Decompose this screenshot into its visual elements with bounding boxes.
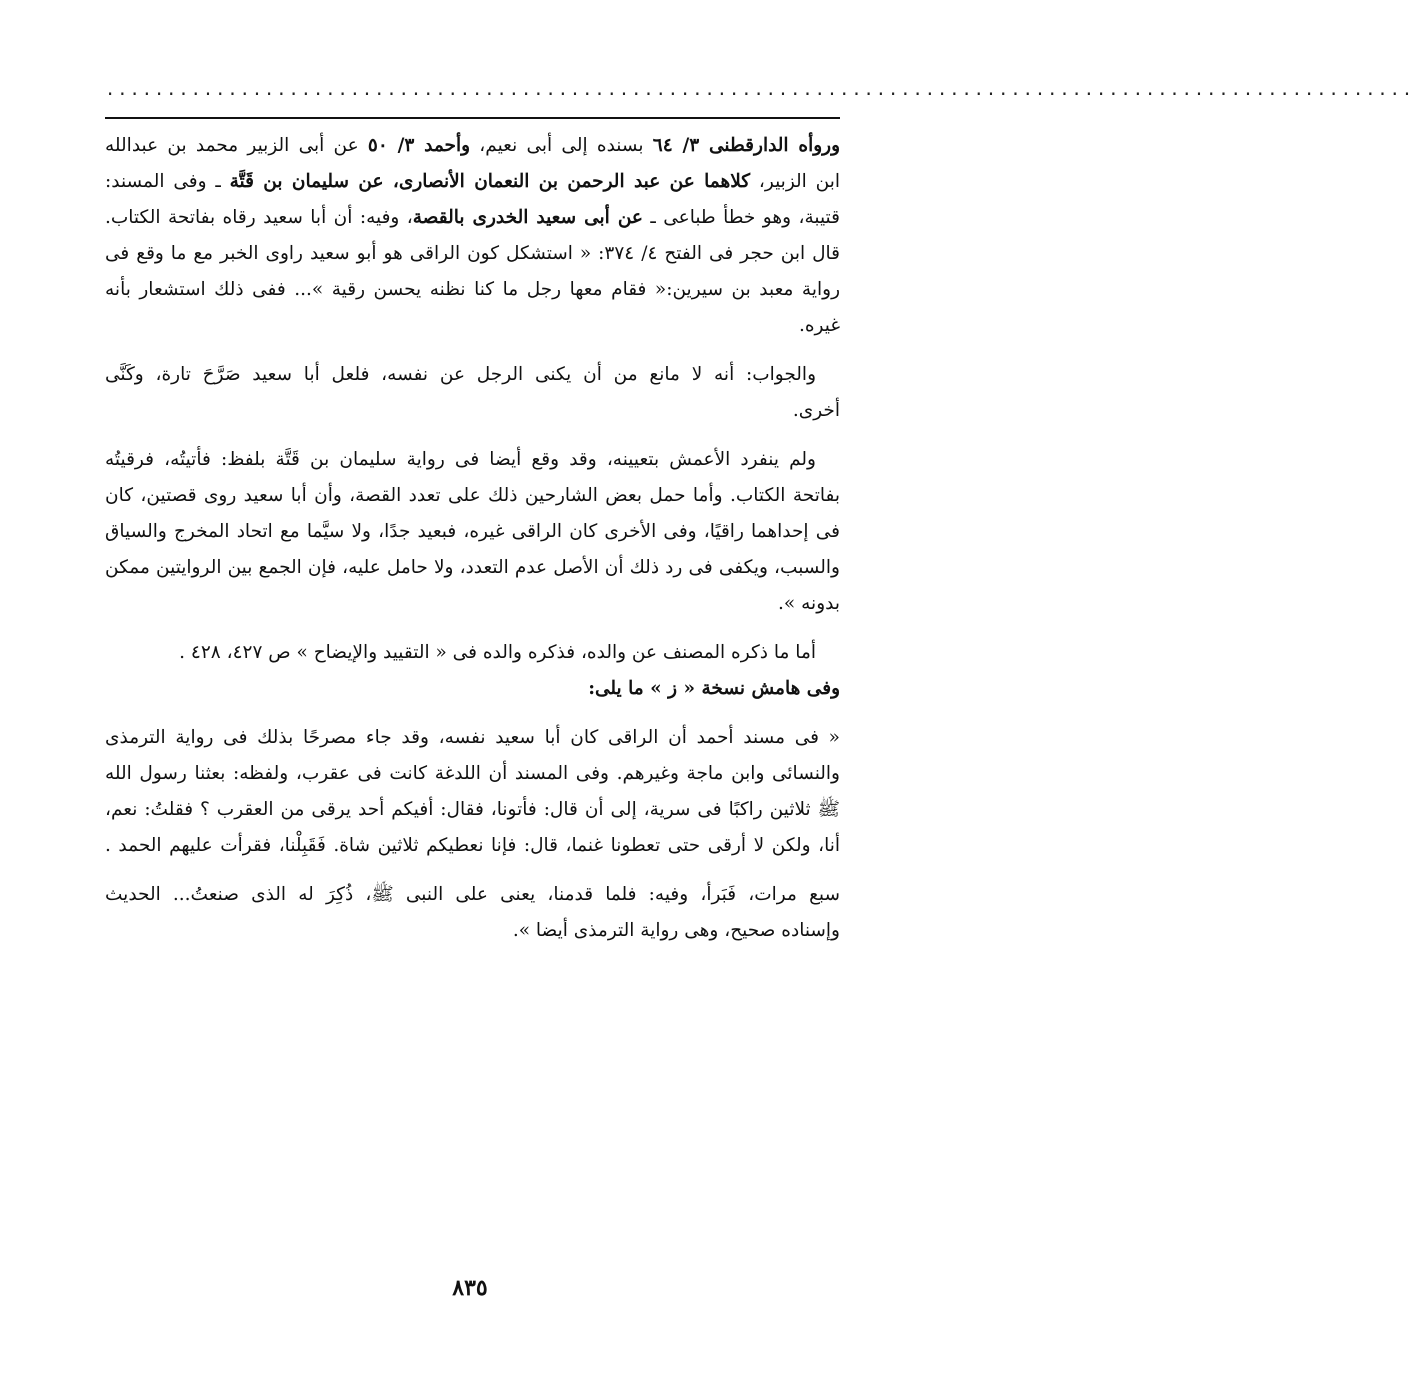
text-line: أخرى. (792, 400, 840, 421)
text-line: ابن الزبير، كلاهما عن عبد الرحمن بن النعمان الأنصارى، عن سليمان بن قَتَّة ـ وفى المسند: (105, 171, 841, 192)
header-dotted-line: ........................................................................................................... (105, 80, 1414, 100)
text-line: سبع مرات، فَبَرأ، وفيه: فلما قدمنا، يعنى على النبى ﷺ، ذُكِرَ له الذى صنعتُ... الحديث (105, 884, 840, 905)
paragraph-6 (105, 720, 840, 864)
text-line: بدونه ». (778, 593, 840, 614)
text-line: وإسناده صحيح، وهى رواية الترمذى أيضا ». (512, 920, 840, 941)
paragraph-2 (105, 357, 840, 429)
text-line: ﷺ ثلاثين راكبًا فى سرية، إلى أن قال: فأتونا، فقال: أفيكم أحد يرقى من العقرب ؟ فقلتُ: نعم، (105, 799, 840, 820)
text-line: فى إحداهما راقيًا، وفى الأخرى كان الراقى غيره، فبعيد جدًا، ولا سيَّما مع اتحاد المخرج والسياق (105, 521, 840, 542)
paragraph-3 (105, 442, 840, 622)
paragraph-1 (105, 128, 840, 344)
text-line: وروأه الدارقطنى ٣/ ٦٤ بسنده إلى أبى نعيم، وأحمد ٣/ ٥٠ عن أبى الزبير محمد بن عبدالله (105, 135, 841, 156)
text-line: والنسائى وابن ماجة وغيرهم. وفى المسند أن اللدغة كانت فى عقرب، ولفظه: بعثنا رسول الله (105, 763, 840, 784)
text-line: والجواب: أنه لا مانع من أن يكنى الرجل عن نفسه، فلعل أبا سعيد صَرَّحَ تارة، وكَنَّى (105, 364, 816, 385)
paragraph-4: أما ما ذكره المصنف عن والده، فذكره والده فى « التقييد والإيضاح » ص ٤٢٧، ٤٢٨ . (179, 642, 816, 663)
main-text (105, 128, 840, 949)
text-line: رواية معبد بن سيرين:« فقام معها رجل ما كنا نظنه يحسن رقية »... ففى ذلك استشعار بأنه (105, 279, 840, 300)
header-rule (105, 117, 840, 119)
text-line: غيره. (798, 315, 840, 336)
page-number: ٨٣٥ (452, 1275, 488, 1301)
text-line: أنا، ولكن لا أرقى حتى تعطونا غنما، قال: فإنا نعطيكم ثلاثين شاة. فَقَبِلْنا، فقرأت عليهم الحمد . (105, 835, 840, 856)
text-line: والسبب، ويكفى فى رد ذلك أن الأصل عدم التعدد، ولا حامل عليه، فإن الجمع بين الروايتين ممكن (105, 557, 840, 578)
text-line: ولم ينفرد الأعمش بتعيينه، وقد وقع أيضا فى رواية سليمان بن قَتَّة بلفظ: فأتيتُه، فرقيتُه (105, 449, 816, 470)
text-line: قتيبة، وهو خطأ طباعى ـ عن أبى سعيد الخدرى بالقصة، وفيه: أن أبا سعيد رقاه بفاتحة الكتاب. (105, 207, 840, 228)
text-line: « فى مسند أحمد أن الراقى كان أبا سعيد نفسه، وقد جاء مصرحًا بذلك فى رواية الترمذى (105, 727, 840, 748)
section-heading: وفى هامش نسخة « ز » ما يلى: (588, 678, 840, 699)
text-line: قال ابن حجر فى الفتح ٤/ ٣٧٤: « استشكل كون الراقى هو أبو سعيد راوى الخبر مع ما وقع فى (105, 243, 840, 264)
paragraph-7 (105, 877, 840, 949)
text-line: بفاتحة الكتاب. وأما حمل بعض الشارحين ذلك على تعدد القصة، وأن أبا سعيد روى قصتين، كان (105, 485, 840, 506)
